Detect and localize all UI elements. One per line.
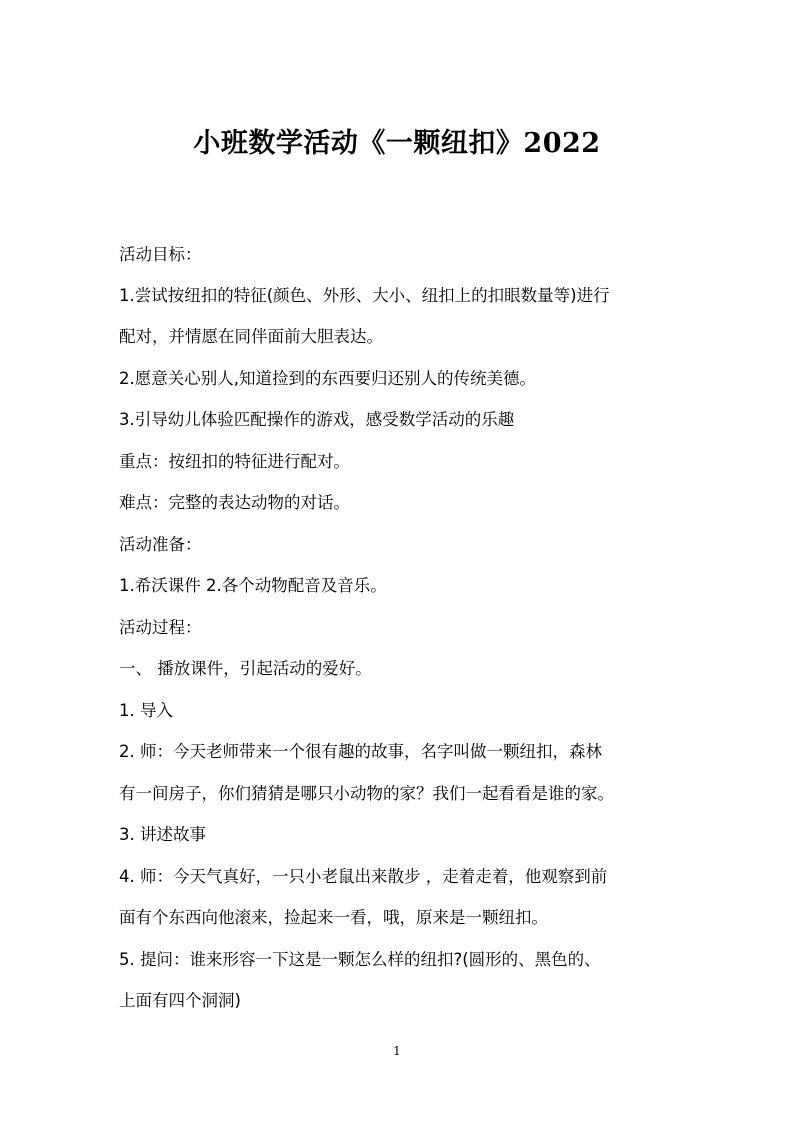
text-line-process-heading: 活动过程： xyxy=(119,618,202,637)
text-line-step-2-cont: 有一间房子，你们猜猜是哪只小动物的家？我们一起看看是谁的家。 xyxy=(119,784,614,803)
text-line-step-2: 2. 师：今天老师带来一个很有趣的故事，名字叫做一颗纽扣，森林 xyxy=(119,742,602,761)
text-line-process-section-1: 一、 播放课件，引起活动的爱好。 xyxy=(119,659,372,678)
text-line-step-1: 1. 导入 xyxy=(119,701,173,720)
text-line-goal-2: 2.愿意关心别人,知道捡到的东西要归还别人的传统美德。 xyxy=(119,369,536,388)
text-line-goal-1: 1.尝试按纽扣的特征(颜色、外形、大小、纽扣上的扣眼数量等)进行 xyxy=(119,286,610,305)
text-line-preparation-items: 1.希沃课件 2.各个动物配音及音乐。 xyxy=(119,576,387,595)
text-line-step-3: 3. 讲述故事 xyxy=(119,825,206,844)
text-line-goal-3: 3.引导幼儿体验匹配操作的游戏，感受数学活动的乐趣 xyxy=(119,410,515,429)
text-line-preparation-heading: 活动准备： xyxy=(119,535,202,554)
text-line-activity-goals-heading: 活动目标： xyxy=(119,245,202,264)
page-number: 1 xyxy=(393,1044,401,1058)
text-line-difficult-point: 难点：完整的表达动物的对话。 xyxy=(119,493,350,512)
document-title: 小班数学活动《一颗纽扣》2022 xyxy=(193,128,601,159)
text-line-step-4: 4. 师：今天气真好，一只小老鼠出来散步 ，走着走着，他观察到前 xyxy=(119,867,608,886)
text-line-step-4-cont: 面有个东西向他滚来，捡起来一看，哦，原来是一颗纽扣。 xyxy=(119,908,548,927)
text-line-key-point: 重点：按纽扣的特征进行配对。 xyxy=(119,452,350,471)
text-line-step-5-cont: 上面有四个洞洞) xyxy=(119,991,241,1010)
text-line-step-5: 5. 提问：谁来形容一下这是一颗怎么样的纽扣?(圆形的、黑色的、 xyxy=(119,950,601,969)
text-line-goal-1-cont: 配对，并情愿在同伴面前大胆表达。 xyxy=(119,327,383,346)
